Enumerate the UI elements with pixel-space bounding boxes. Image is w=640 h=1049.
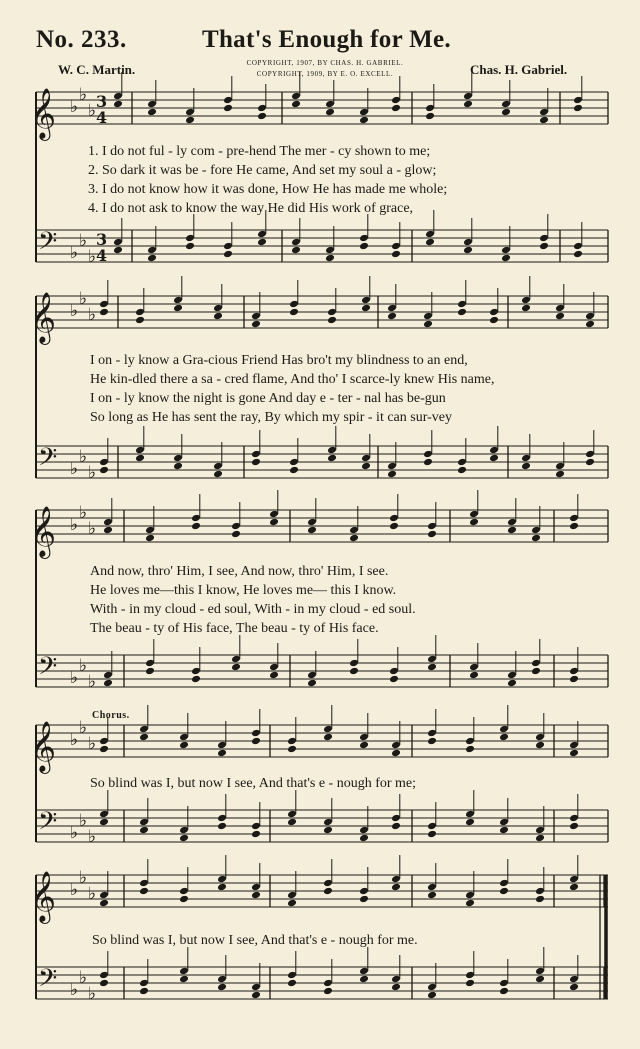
flat-sign: ♭ [79,968,88,988]
note-head [185,242,195,251]
bass-clef: 𝄢 [38,443,58,478]
note-head [359,834,369,843]
lyric-verse-1: And now, thro' Him, I see, And now, thro' Him, I see. [90,564,389,579]
time-signature: 3 [96,230,108,249]
flat-sign: ♭ [70,980,79,1000]
flat-sign: ♭ [88,247,97,267]
note-head [145,534,155,543]
flat-sign: ♭ [88,884,97,904]
note-head [289,308,299,317]
copyright-line: COPYRIGHT, 1907, BY CHAS. H. GABRIEL. [246,59,404,67]
note-head [99,979,109,988]
note-head [251,830,261,839]
note-head [391,883,401,892]
flat-sign: ♭ [70,730,79,750]
note-head [423,458,433,467]
note-head [113,246,123,255]
note-head [349,534,359,543]
flat-sign: ♭ [88,519,97,539]
note-head [257,238,267,247]
flat-sign: ♭ [79,868,88,888]
note-head [535,895,545,904]
note-head [147,108,157,117]
note-head [223,250,233,259]
lyric-verse-1: 1. I do not ful - ly com - pre-hend The mer - cy shown to me; [88,144,431,159]
note-head [349,667,359,676]
flat-sign: ♭ [88,463,97,483]
note-head [147,254,157,263]
lyric-verse-3: With - in my cloud - ed soul, With - in my cloud - ed soul. [90,602,416,617]
note-head [145,667,155,676]
flat-sign: ♭ [79,447,88,467]
copyright-line: COPYRIGHT, 1909, BY E. O. EXCELL. [256,70,394,78]
note-head [465,745,475,754]
note-head [287,899,297,908]
time-signature: 4 [96,108,108,127]
note-head [217,749,227,758]
note-head [391,104,401,113]
flat-sign: ♭ [79,85,88,105]
note-head [387,312,397,321]
flat-sign: ♭ [70,243,79,263]
note-head [139,826,149,835]
note-head [569,822,579,831]
lyric-verse-3: 3. I do not know how it was done, How He has made me whole; [88,182,448,197]
note-head [361,304,371,313]
note-head [427,530,437,539]
author-credit: W. C. Martin. [58,62,136,77]
note-head [287,745,297,754]
note-head [489,316,499,325]
note-head [113,100,123,109]
note-head [179,975,189,984]
note-head [465,979,475,988]
time-signature: 4 [96,246,108,265]
note-head [457,308,467,317]
note-head [391,250,401,259]
note-head [387,470,397,479]
note-head [499,826,509,835]
note-head [173,462,183,471]
composer-credit: Chas. H. Gabriel. [470,62,568,77]
lyric-verse-2: He loves me—this I know, He loves me— this I know. [90,583,397,598]
note-head [359,975,369,984]
bass-clef: 𝄢 [38,964,58,999]
note-head [569,749,579,758]
note-head [289,466,299,475]
note-head [287,818,297,827]
note-head [251,737,261,746]
lyric-chorus-line: So blind was I, but now I see, And that's e - nough for me. [92,933,418,948]
note-head [391,749,401,758]
note-head [539,116,549,125]
flat-sign: ♭ [88,101,97,121]
note-head [185,116,195,125]
note-head [463,100,473,109]
note-head [465,818,475,827]
treble-clef: 𝄞 [30,506,57,557]
chorus-label: Chorus. [92,710,130,721]
note-head [291,246,301,255]
note-head [499,987,509,996]
note-head [501,254,511,263]
note-head [585,458,595,467]
flat-sign: ♭ [70,97,79,117]
note-head [389,675,399,684]
treble-clef: 𝄞 [30,871,57,922]
note-head [327,316,337,325]
note-head [251,891,261,900]
note-head [531,667,541,676]
flat-sign: ♭ [70,515,79,535]
note-head [569,675,579,684]
flat-sign: ♭ [88,734,97,754]
note-head [535,834,545,843]
treble-clef: 𝄞 [30,721,57,772]
flat-sign: ♭ [79,718,88,738]
note-head [469,518,479,527]
note-head [555,470,565,479]
note-head [391,983,401,992]
note-head [573,250,583,259]
note-head [269,518,279,527]
note-head [427,737,437,746]
note-head [423,320,433,329]
note-head [359,895,369,904]
lyric-verse-2: He kin-dled there a sa - cred flame, And tho' I scarce-ly knew His name, [90,372,495,387]
note-head [287,979,297,988]
bass-clef: 𝄢 [38,807,58,842]
flat-sign: ♭ [79,289,88,309]
note-head [135,454,145,463]
note-head [173,304,183,313]
note-head [425,112,435,121]
note-head [307,526,317,535]
flat-sign: ♭ [79,503,88,523]
note-head [251,320,261,329]
note-head [469,671,479,680]
note-head [179,895,189,904]
note-head [179,741,189,750]
lyric-verse-3: I on - ly know the night is gone And day e - ter - nal has be-gun [90,391,446,406]
note-head [217,822,227,831]
note-head [291,100,301,109]
note-head [213,470,223,479]
note-head [535,741,545,750]
note-head [325,108,335,117]
note-head [135,316,145,325]
note-head [139,887,149,896]
flat-sign: ♭ [70,301,79,321]
note-head [555,312,565,321]
note-head [307,679,317,688]
note-head [139,733,149,742]
note-head [427,830,437,839]
note-head [99,899,109,908]
note-head [359,741,369,750]
note-head [573,104,583,113]
time-signature: 3 [96,92,108,111]
note-head [521,462,531,471]
note-head [99,818,109,827]
note-head [323,987,333,996]
note-head [389,522,399,531]
flat-sign: ♭ [88,305,97,325]
note-head [391,822,401,831]
note-head [531,534,541,543]
lyric-verse-4: The beau - ty of His face, The beau - ty of His face. [90,621,379,636]
note-head [539,242,549,251]
note-head [569,883,579,892]
note-head [465,899,475,908]
note-head [251,991,261,1000]
note-head [501,108,511,117]
note-head [269,671,279,680]
note-head [427,891,437,900]
note-head [223,104,233,113]
hymn-title: That's Enough for Me. [202,26,451,53]
flat-sign: ♭ [70,459,79,479]
note-head [521,304,531,313]
note-head [213,312,223,321]
note-head [425,238,435,247]
flat-sign: ♭ [79,811,88,831]
note-head [103,526,113,535]
note-head [327,454,337,463]
note-head [251,458,261,467]
note-head [325,254,335,263]
note-head [99,308,109,317]
note-head [323,826,333,835]
note-head [359,116,369,125]
note-head [569,522,579,531]
flat-sign: ♭ [70,823,79,843]
bass-clef: 𝄢 [38,652,58,687]
flat-sign: ♭ [88,672,97,692]
note-head [257,112,267,121]
note-head [427,663,437,672]
lyric-verse-1: I on - ly know a Gra-cious Friend Has bro't my blindness to an end, [90,353,468,368]
flat-sign: ♭ [88,984,97,1004]
note-head [507,526,517,535]
flat-sign: ♭ [70,668,79,688]
note-head [217,883,227,892]
flat-sign: ♭ [79,656,88,676]
lyric-verse-2: 2. So dark it was be - fore He came, And set my soul a - glow; [88,163,437,178]
flat-sign: ♭ [70,880,79,900]
note-head [499,887,509,896]
note-head [499,733,509,742]
note-head [359,242,369,251]
note-head [99,745,109,754]
lyric-verse-4: So long as He has sent the ray, By which my spir - it can sur-vey [90,410,452,425]
note-head [217,983,227,992]
note-head [323,733,333,742]
note-head [489,454,499,463]
note-head [323,887,333,896]
lyric-verse-4: 4. I do not ask to know the way He did His work of grace, [88,201,414,216]
note-head [139,987,149,996]
note-head [457,466,467,475]
note-head [535,975,545,984]
treble-clef: 𝄞 [30,88,57,139]
note-head [191,522,201,531]
note-head [585,320,595,329]
treble-clef: 𝄞 [30,292,57,343]
note-head [569,983,579,992]
flat-sign: ♭ [88,827,97,847]
note-head [507,679,517,688]
hymn-number: No. 233. [36,26,127,53]
note-head [103,679,113,688]
note-head [463,246,473,255]
note-head [231,530,241,539]
note-head [179,834,189,843]
note-head [99,466,109,475]
bass-clef: 𝄢 [38,227,58,262]
note-head [361,462,371,471]
note-head [231,663,241,672]
note-head [427,991,437,1000]
note-head [191,675,201,684]
lyric-chorus-line: So blind was I, but now I see, And that's e - nough for me; [90,776,417,791]
flat-sign: ♭ [79,231,88,251]
